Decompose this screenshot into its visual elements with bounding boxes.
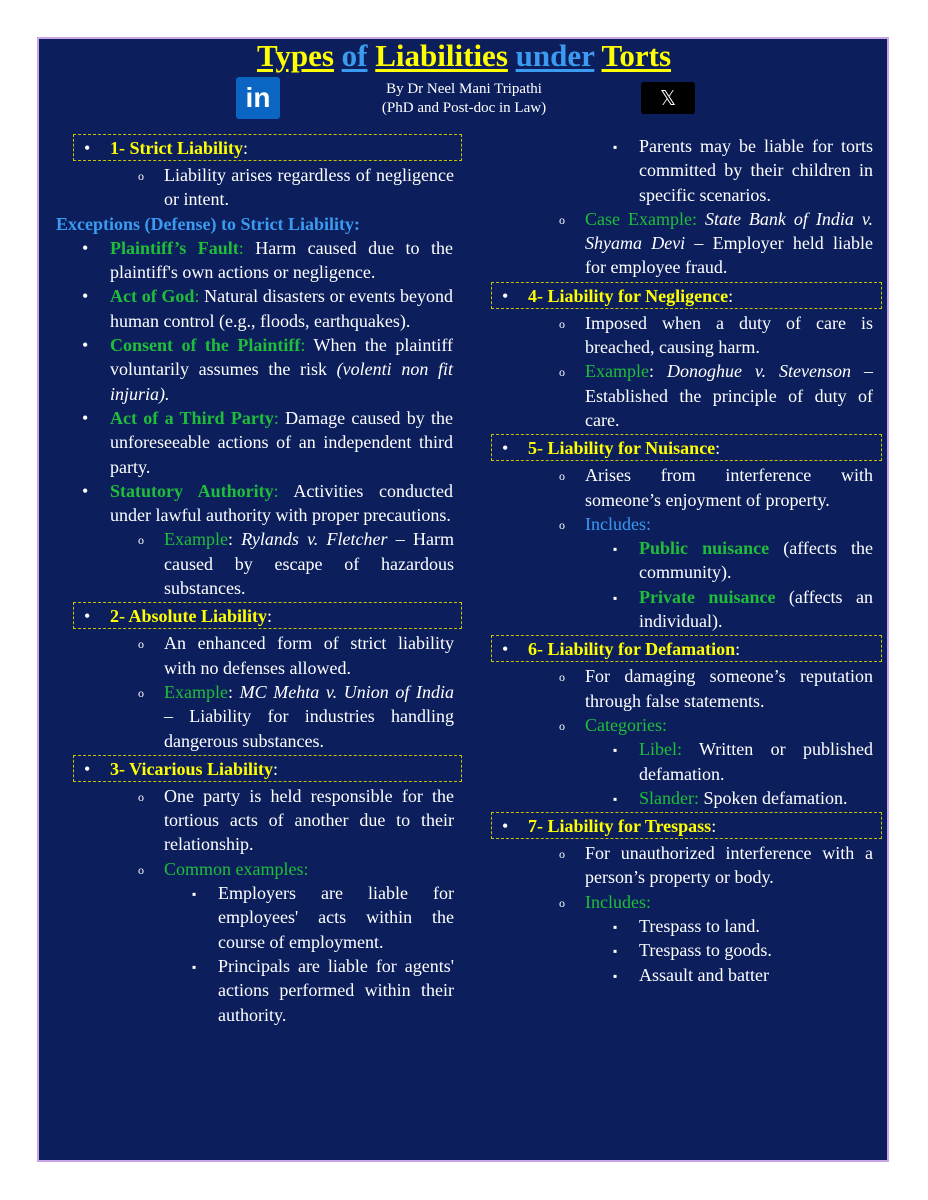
list-item: • Act of a Third Party: Damage caused by the unforeseeable actions of an independent third party. [82,407,453,477]
list-item: ▪ Principals are liable for agents' actions performed within their authority. [192,955,454,1025]
bullet-icon: • [82,286,89,307]
header [0,0,928,130]
list-item: ▪ Public nuisance (affects the community). [613,538,873,583]
bullet-icon: • [82,335,89,356]
square-bullet-icon: ▪ [613,140,618,154]
list-item: o Liability arises regardless of negligence or intent. [138,165,454,210]
bullet-icon: • [502,816,509,837]
section-heading-trespass: • 7- Liability for Trespass: [491,812,882,839]
square-bullet-icon: ▪ [613,743,618,758]
circle-bullet-icon: o [138,169,144,183]
list-item: o Arises from interference with someone’s enjoyment of property. [559,465,873,510]
author-name: By Dr Neel Mani Tripathi [386,81,542,97]
bullet-icon: • [502,438,509,459]
square-bullet-icon: ▪ [613,920,618,935]
list-item: o Common examples: [164,857,454,881]
bullet-icon: • [502,639,509,660]
list-item: o Example: Donoghue v. Stevenson – Established the principle of duty of care. [559,361,873,430]
list-item: • Plaintiff’s Fault: Harm caused due to the plaintiff's own actions or negligence. [82,237,453,283]
list-item: o Example: MC Mehta v. Union of India – Liability for industries handling dangerous substances. [138,681,454,751]
linkedin-icon[interactable]: in [236,77,280,119]
list-item: o Includes: [585,890,873,914]
circle-bullet-icon: o [559,469,565,484]
square-bullet-icon: ▪ [613,791,618,806]
section-heading-nuisance: • 5- Liability for Nuisance: [491,434,882,461]
list-item: • Act of God: Natural disasters or events beyond human control (e.g., floods, earthquakes). [82,286,453,331]
x-twitter-icon[interactable]: 𝕏 [641,82,695,114]
square-bullet-icon: ▪ [192,887,197,902]
list-item: ▪ Assault and batter [639,963,873,987]
square-bullet-icon: ▪ [613,968,618,983]
list-item: • Consent of the Plaintiff: When the plaintiff voluntarily assumes the risk (volenti non fit injuria). [82,335,453,404]
circle-bullet-icon: o [559,670,565,685]
circle-bullet-icon: o [559,316,565,331]
circle-bullet-icon: o [559,847,565,862]
section-heading-defamation: • 6- Liability for Defamation: [491,635,882,662]
list-item: ▪ Parents may be liable for torts committed by their children in specific scenarios. [613,136,873,205]
bullet-icon: • [502,285,509,306]
circle-bullet-icon: o [138,533,144,548]
page-title: Types of Liabilities under Torts [256,38,672,73]
square-bullet-icon: ▪ [613,542,618,557]
list-item: o Imposed when a duty of care is breached, causing harm. [559,312,873,358]
list-item: o Includes: [585,512,873,536]
left-column [40,134,464,1027]
list-item: ▪ Employers are liable for employees' acts within the course of employment. [192,883,454,952]
list-item: o For damaging someone’s reputation through false statements. [559,666,873,711]
bullet-icon: • [82,407,89,428]
list-item: o For unauthorized interference with a person’s property or body. [559,843,873,888]
author-block [0,80,928,118]
bullet-icon: • [84,758,91,779]
circle-bullet-icon: o [138,789,144,804]
list-item: o Categories: [585,713,873,737]
bullet-icon: • [82,237,89,258]
square-bullet-icon: ▪ [613,944,618,959]
list-item: ▪ Private nuisance (affects an individual). [613,586,873,632]
exceptions-heading: Exceptions (Defense) to Strict Liability: [56,213,360,234]
circle-bullet-icon: o [559,365,565,380]
section-heading-vicarious: • 3- Vicarious Liability: [73,755,462,782]
circle-bullet-icon: o [138,637,144,652]
list-item: o Case Example: State Bank of India v. Shyama Devi – Employer held liable for employee fraud. [559,208,874,278]
list-item: • Statutory Authority: Activities conducted under lawful authority with proper precautions. [82,480,453,526]
section-heading-absolute: • 2- Absolute Liability: [73,602,462,629]
square-bullet-icon: ▪ [613,590,618,605]
section-heading-negligence: • 4- Liability for Negligence: [491,282,882,309]
right-column [490,134,885,987]
bullet-icon: • [82,480,89,501]
section-heading-strict: • 1- Strict Liability: [73,134,462,161]
circle-bullet-icon: o [138,685,144,700]
list-item: ▪ Libel: Written or published defamation. [613,739,873,784]
square-bullet-icon: ▪ [192,959,197,974]
author-credentials: (PhD and Post-doc in Law) [381,100,547,116]
list-item: ▪ Trespass to goods. [639,938,873,962]
circle-bullet-icon: o [559,718,565,733]
circle-bullet-icon: o [559,895,565,910]
bullet-icon: • [84,606,91,627]
circle-bullet-icon: o [559,517,565,532]
list-item: ▪ Slander: Spoken defamation. [639,786,873,810]
bullet-icon: • [84,138,91,158]
circle-bullet-icon: o [559,212,565,227]
list-item: o Example: Rylands v. Fletcher – Harm caused by escape of hazardous substances. [138,529,454,599]
list-item: o An enhanced form of strict liability with no defenses allowed. [138,633,454,678]
list-item: o One party is held responsible for the tortious acts of another due to their relationship. [138,785,454,855]
circle-bullet-icon: o [138,862,144,877]
list-item: ▪ Trespass to land. [639,914,873,938]
